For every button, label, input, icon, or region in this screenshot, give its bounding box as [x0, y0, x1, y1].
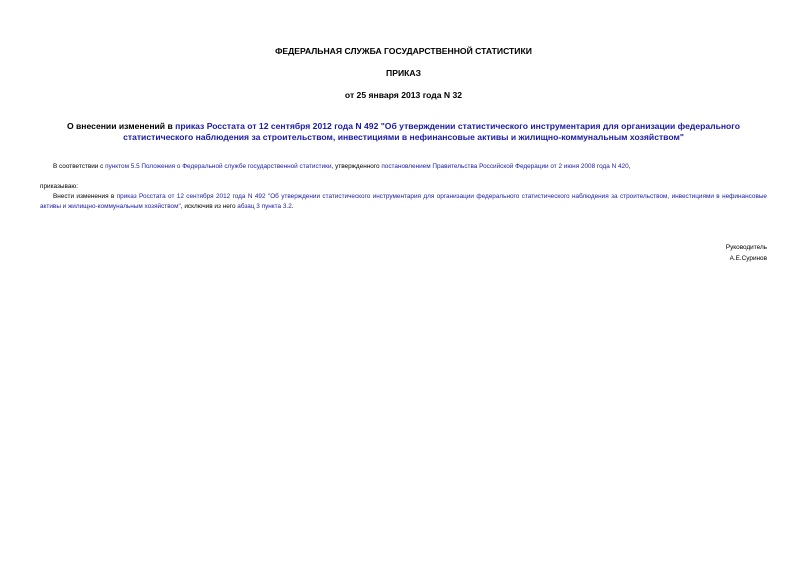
amend-text-3: .: [291, 203, 294, 210]
title-order-link[interactable]: приказ Росстата от 12 сентября 2012 года N 492 "Об утверждении статистического инструментария для организации федерального статистического наблюдения за строительством, инвестициями в нефинансовые активы и жилищно-коммунальным хозяйством": [123, 121, 741, 142]
title-prefix: О внесении изменений в: [66, 121, 176, 131]
order-word: приказываю:: [40, 183, 78, 190]
basis-paragraph: [40, 162, 767, 172]
clause-link[interactable]: абзац 3 пункта 3.2: [237, 203, 292, 210]
document-title: [40, 121, 767, 143]
amend-text-2: , исключив из него: [180, 203, 238, 210]
regulation-link[interactable]: пунктом 5.5 Положения о Федеральной службе государственной статистики: [105, 163, 332, 170]
amended-order-link[interactable]: приказ Росстата от 12 сентября 2012 года N 492 "Об утверждении статистического инструментария для организации федерального статистического наблюдения за строительством, инвестициями в нефинансовые активы и жилищно-коммунальным хозяйством": [40, 193, 767, 210]
signature-name: А.Е.Суринов: [729, 255, 767, 262]
basis-text-2: , утвержденного: [331, 163, 382, 170]
agency-name: ФЕДЕРАЛЬНАЯ СЛУЖБА ГОСУДАРСТВЕННОЙ СТАТИСТИКИ: [275, 46, 532, 56]
basis-text-3: ,: [628, 163, 631, 170]
signature-role: Руководитель: [725, 244, 767, 251]
government-decree-link[interactable]: постановлением Правительства Российской Федерации от 2 июня 2008 года N 420: [381, 163, 629, 170]
amendment-paragraph: [40, 192, 767, 212]
document-date: от 25 января 2013 года N 32: [344, 90, 463, 100]
document-type: ПРИКАЗ: [386, 68, 421, 78]
basis-text-1: В соответствии с: [53, 163, 106, 170]
amend-text-1: Внести изменения в: [53, 193, 117, 200]
